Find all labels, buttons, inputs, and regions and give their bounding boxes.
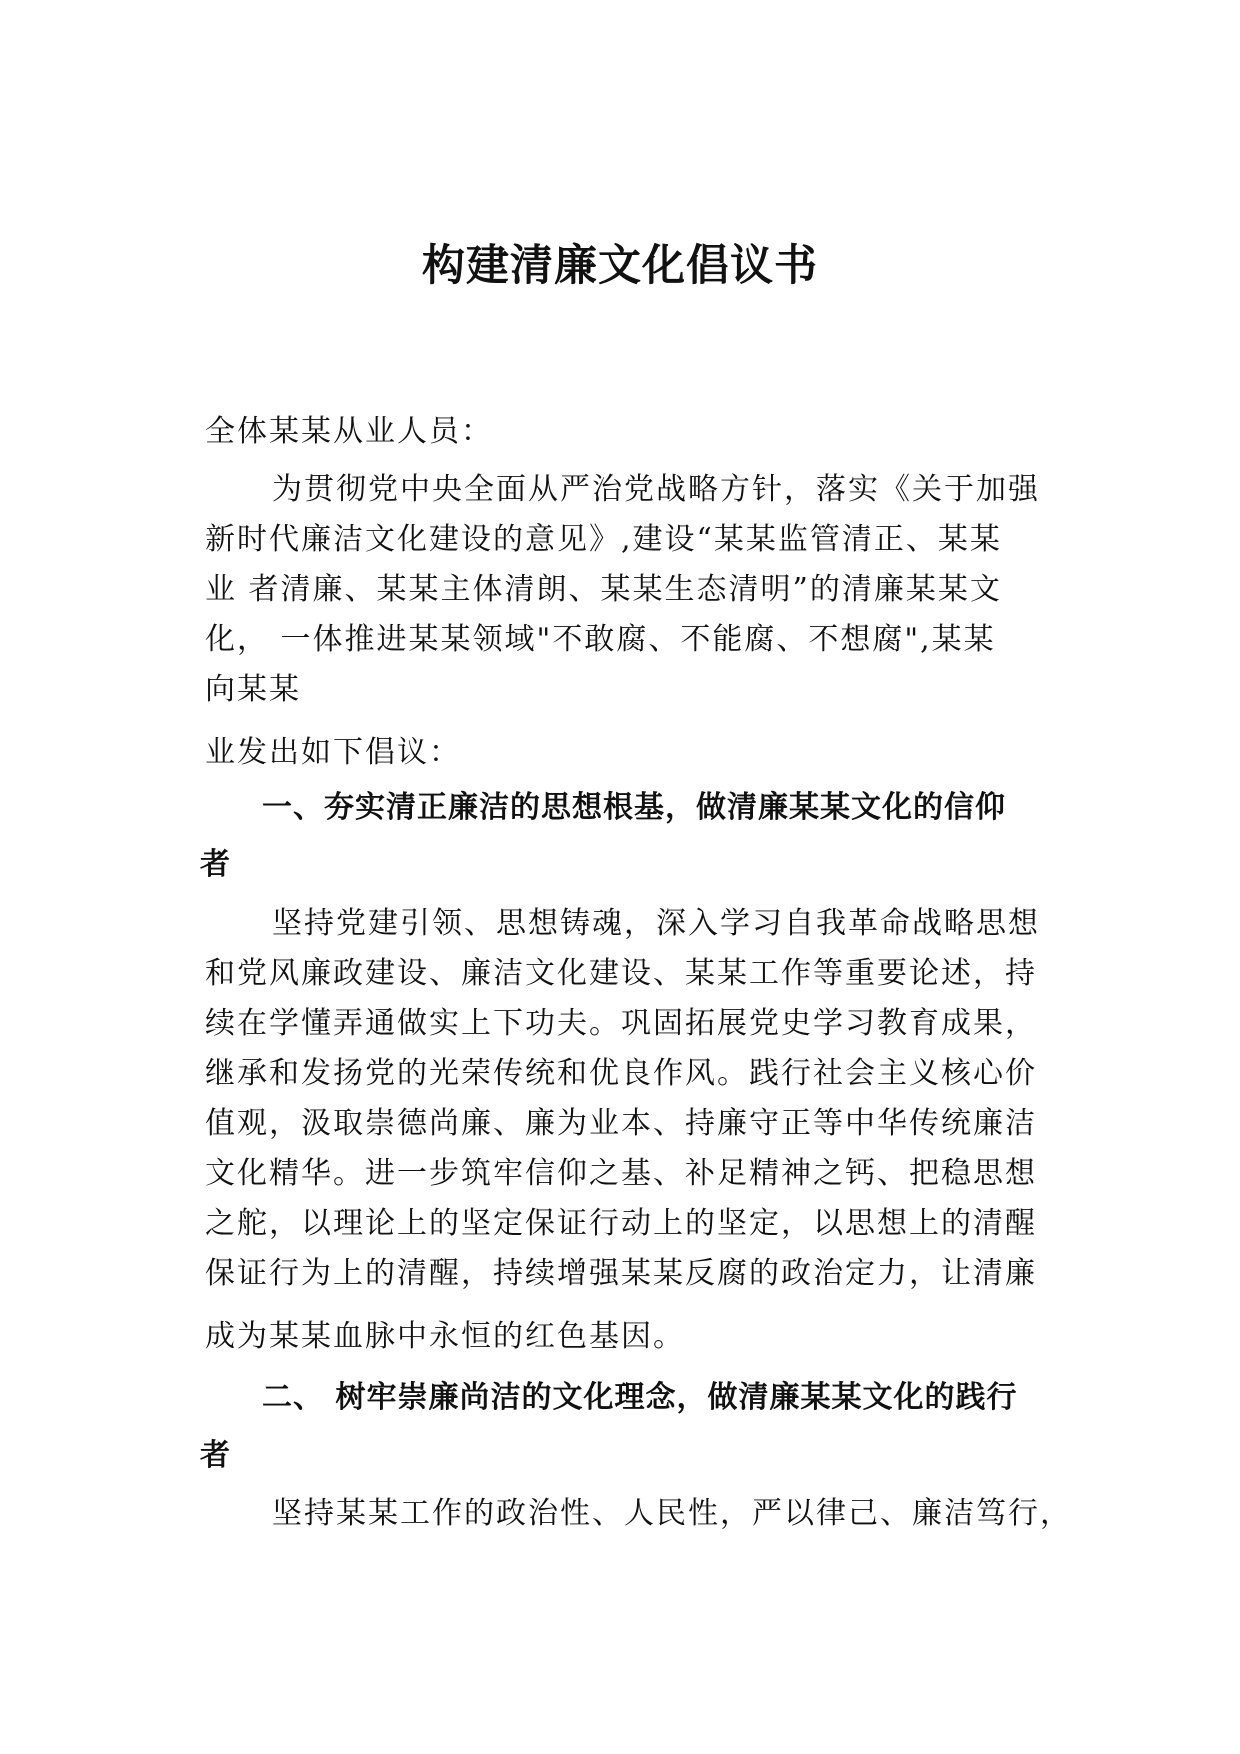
section-1-line: 坚持党建引领、思想铸魂，深入学习自我革命战略思想 (272, 906, 1040, 941)
document-title: 构建清廉文化倡议书 (422, 241, 818, 291)
section-2-heading-cont: 者 (200, 1438, 231, 1473)
section-1-line: 文化精华。进一步筑牢信仰之基、补足精神之钙、把稳思想 (205, 1156, 1037, 1191)
intro-line: 向某某 (205, 672, 301, 707)
section-1-heading-cont: 者 (200, 847, 231, 882)
section-1-line: 续在学懂弄通做实上下功夫。巩固拓展党史学习教育成果， (205, 1006, 1037, 1041)
section-2-heading: 二、 树牢崇廉尚洁的文化理念，做清廉某某文化的践行 (262, 1380, 1018, 1415)
intro-line: 业 者清廉、某某主体清朗、某某生态清明”的清廉某某文 (205, 572, 1002, 607)
section-1-line: 成为某某血脉中永恒的红色基因。 (205, 1319, 685, 1354)
section-1-line: 之舵，以理论上的坚定保证行动上的坚定，以思想上的清醒 (205, 1206, 1037, 1241)
section-2-line: 坚持某某工作的政治性、人民性，严以律己、廉洁笃行， (272, 1496, 1072, 1531)
intro-line: 为贯彻党中央全面从严治党战略方针，落实《关于加强 (272, 472, 1040, 507)
section-1-heading: 一、夯实清正廉洁的思想根基，做清廉某某文化的信仰 (262, 790, 1006, 825)
section-1-line: 继承和发扬党的光荣传统和优良作风。践行社会主义核心价 (205, 1056, 1037, 1091)
salutation: 全体某某从业人员： (205, 414, 493, 449)
section-1-line: 和党风廉政建设、廉洁文化建设、某某工作等重要论述，持 (205, 956, 1037, 991)
intro-line: 化， 一体推进某某领域"不敢腐、不能腐、不想腐",某某 (205, 622, 996, 657)
intro-line: 新时代廉洁文化建设的意见》,建设“某某监管清正、某某 (205, 522, 1002, 557)
section-1-line: 保证行为上的清醒，持续增强某某反腐的政治定力，让清廉 (205, 1256, 1037, 1291)
section-1-line: 值观，汲取崇德尚廉、廉为业本、持廉守正等中华传统廉洁 (205, 1106, 1037, 1141)
intro-line: 业发出如下倡议： (205, 735, 461, 770)
